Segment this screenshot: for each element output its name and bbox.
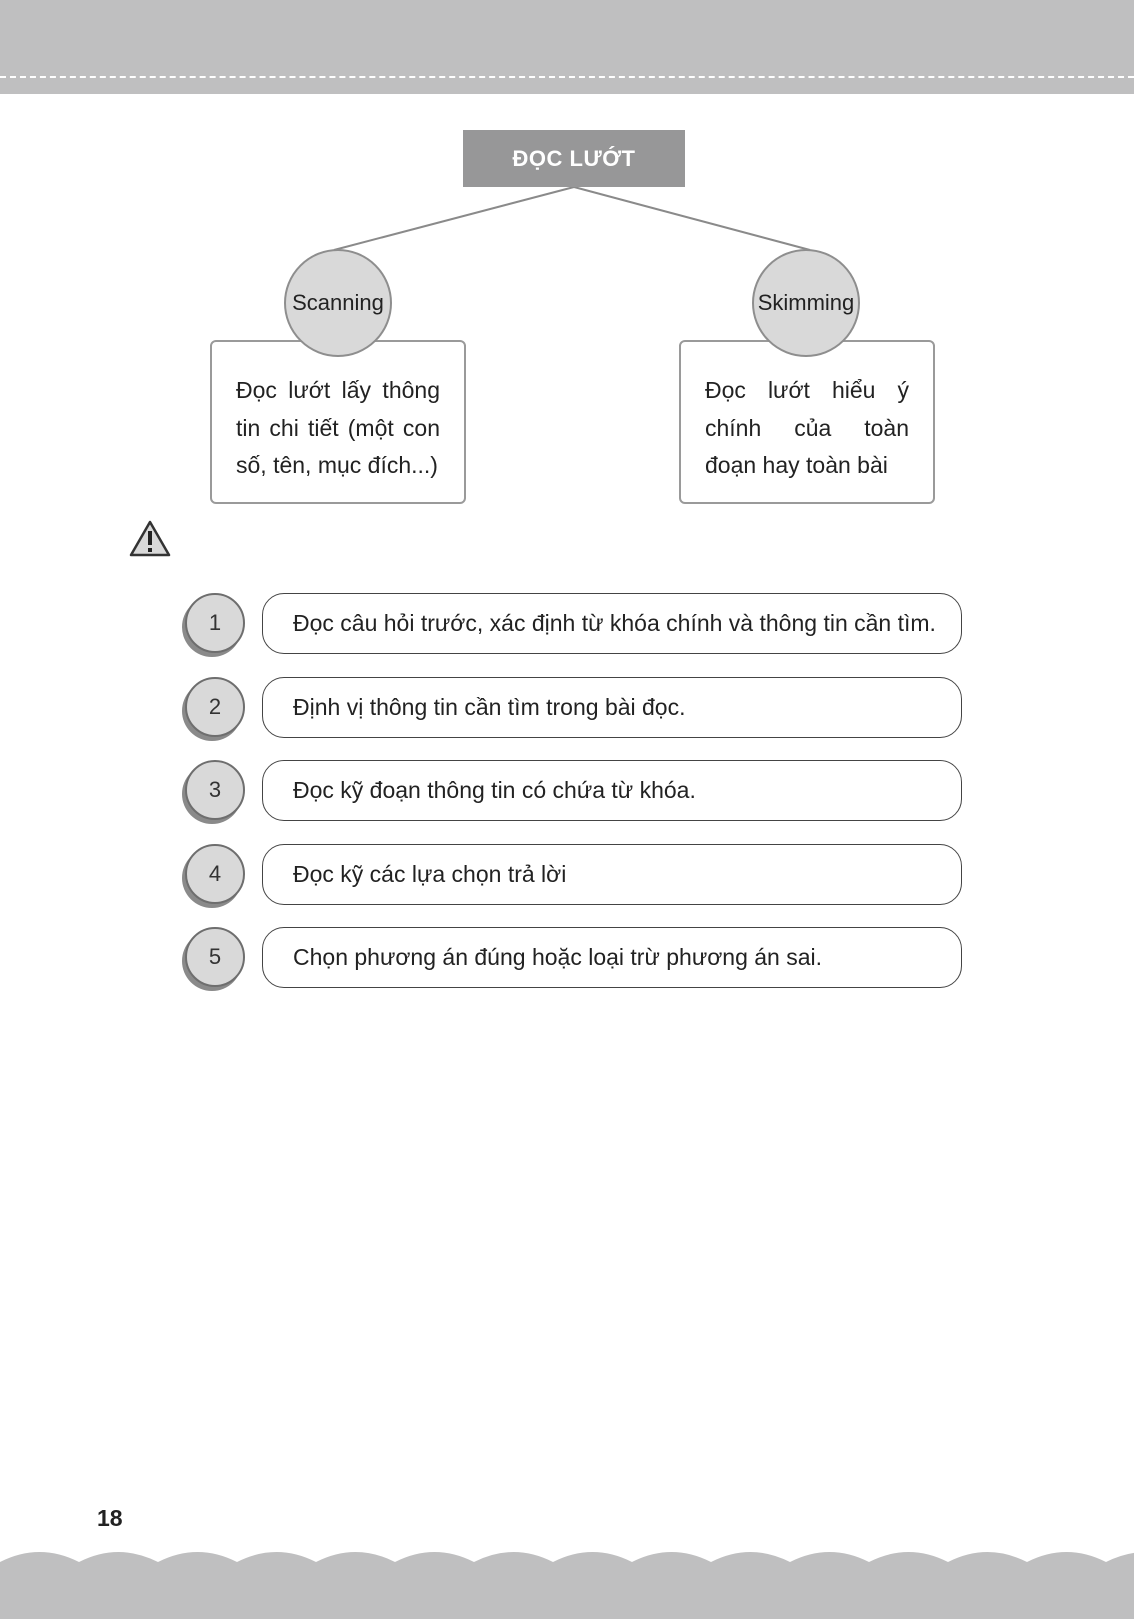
skimming-description: Đọc lướt hiểu ý chính của toàn đoạn hay toàn bài (705, 377, 909, 478)
step-number: 4 (185, 844, 245, 904)
step-item (262, 927, 962, 988)
step-number: 5 (185, 927, 245, 987)
step-number: 2 (185, 677, 245, 737)
step-number: 3 (185, 760, 245, 820)
step-item (262, 677, 962, 738)
connector-left (334, 187, 574, 250)
step-number: 1 (185, 593, 245, 653)
step-text: Đọc câu hỏi trước, xác định từ khóa chính và thông tin cần tìm. (293, 610, 936, 636)
tree-connector-lines (0, 0, 1134, 400)
scanning-node: Scanning (284, 249, 392, 357)
root-node: ĐỌC LƯỚT (463, 130, 685, 187)
bottom-wave-decoration (0, 1540, 1134, 1619)
step-text: Đọc kỹ đoạn thông tin có chứa từ khóa. (293, 777, 696, 803)
step-text: Định vị thông tin cần tìm trong bài đọc. (293, 694, 686, 720)
warning-icon (128, 519, 172, 559)
step-item (262, 844, 962, 905)
step-text: Đọc kỹ các lựa chọn trả lời (293, 861, 567, 887)
scanning-description-box (210, 340, 466, 504)
page-number: 18 (97, 1505, 123, 1531)
skimming-description-box (679, 340, 935, 504)
skimming-node: Skimming (752, 249, 860, 357)
step-item (262, 760, 962, 821)
scanning-description: Đọc lướt lấy thông tin chi tiết (một con số, tên, mục đích...) (236, 377, 440, 478)
step-item (262, 593, 962, 654)
connector-right (574, 187, 810, 250)
step-text: Chọn phương án đúng hoặc loại trừ phương án sai. (293, 944, 823, 970)
